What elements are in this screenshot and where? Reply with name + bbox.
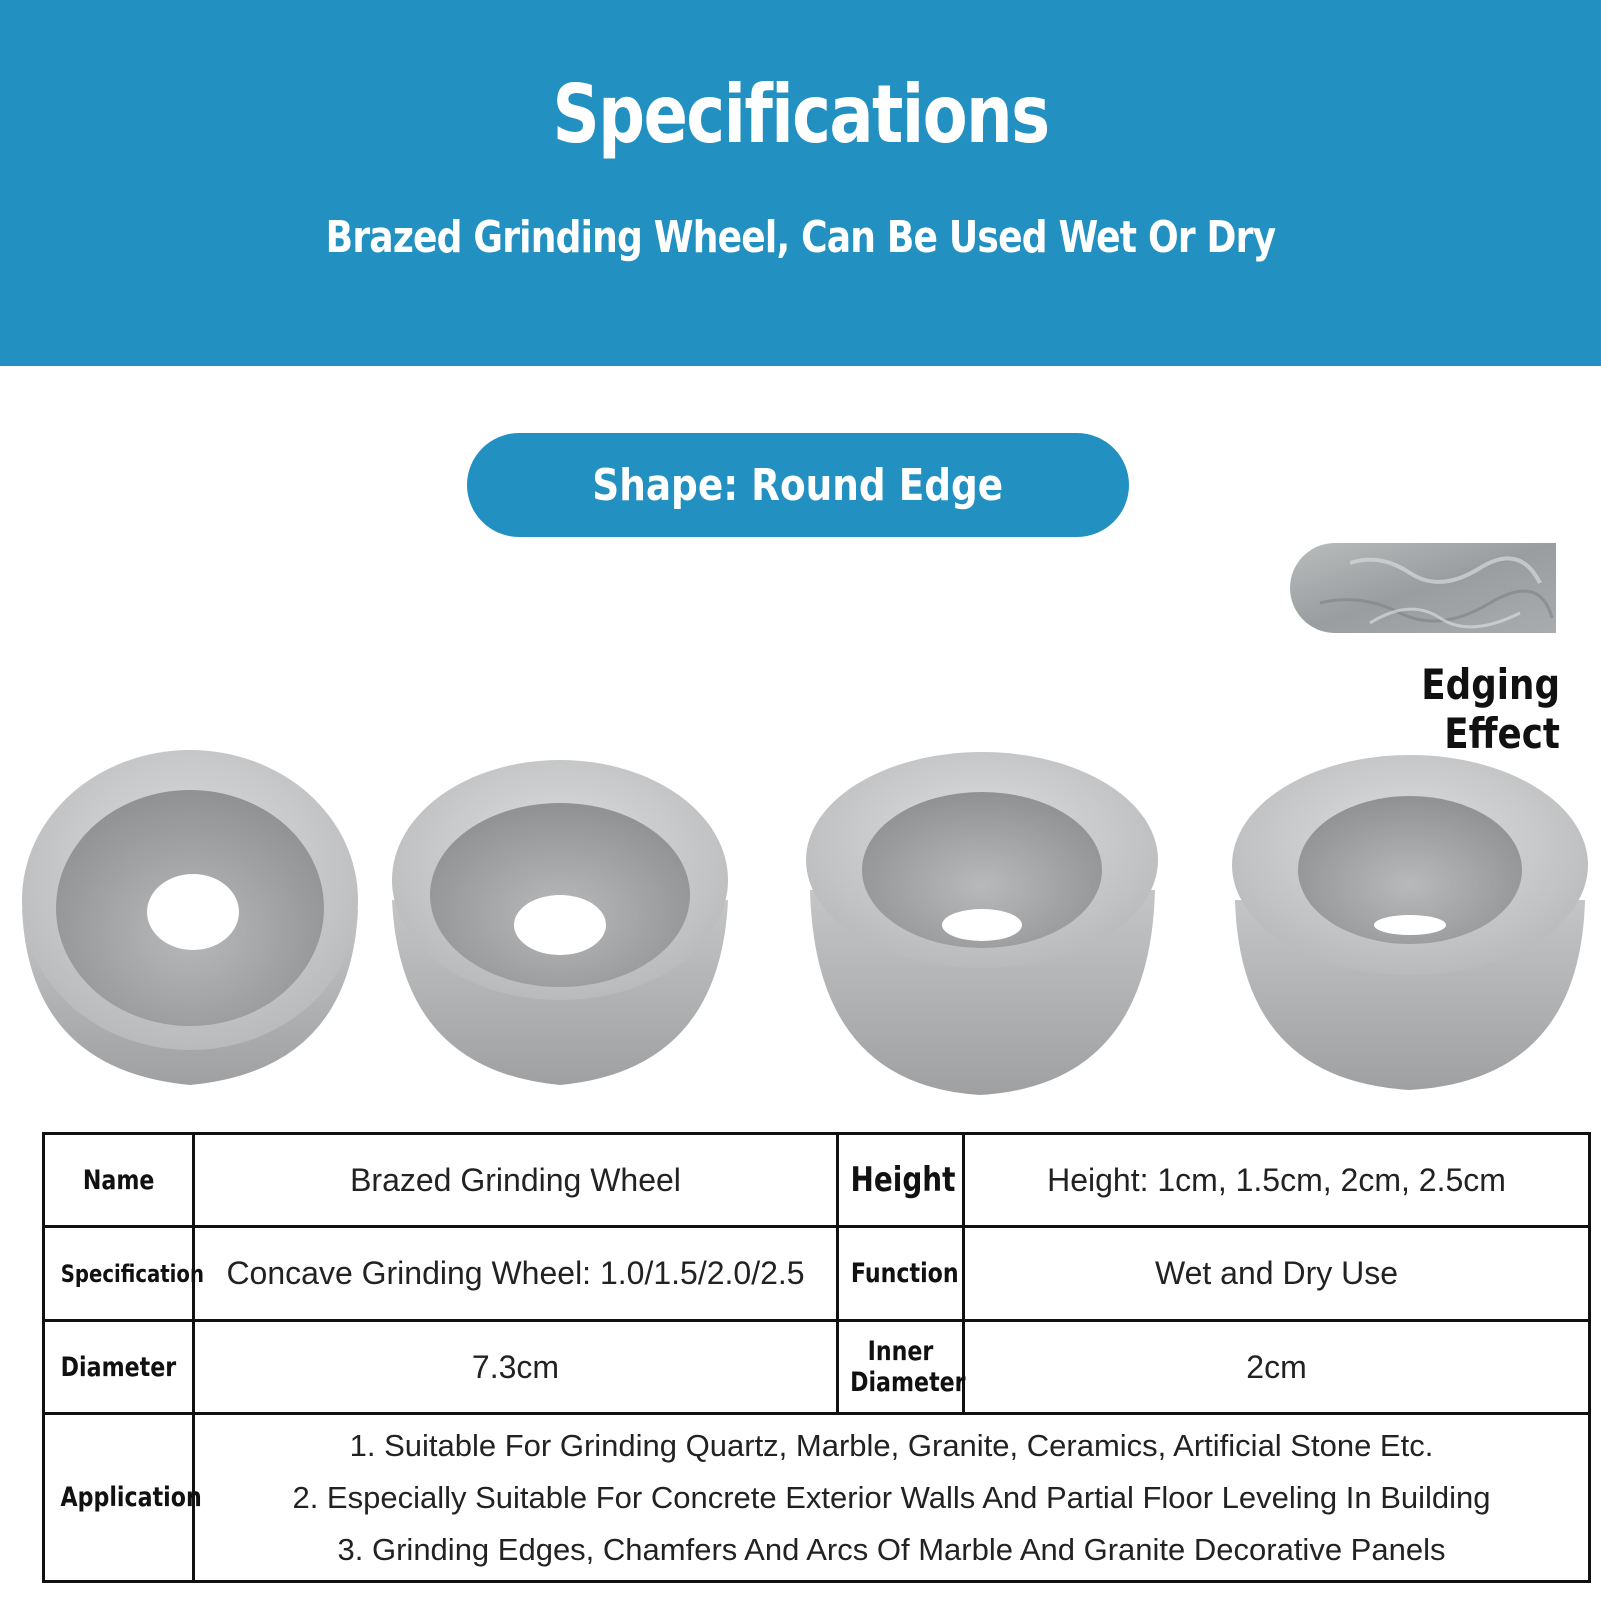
header-banner — [0, 0, 1601, 366]
wheels-product-image — [0, 740, 1601, 1100]
label-specification: Specification — [44, 1227, 194, 1321]
value-name: Brazed Grinding Wheel — [194, 1134, 838, 1227]
label-height: Height — [838, 1134, 964, 1227]
value-diameter: 7.3cm — [194, 1321, 838, 1414]
edging-effect-sample-image — [1290, 543, 1556, 633]
shape-badge-label: Shape: Round Edge — [592, 459, 1004, 511]
list-item: 3. Grinding Edges, Chamfers And Arcs Of Marble And Granite Decorative Panels — [337, 1531, 1446, 1567]
edging-effect-label: Edging Effect — [1421, 660, 1560, 758]
table-row — [44, 1134, 1590, 1227]
table-row — [44, 1321, 1590, 1414]
label-name: Name — [44, 1134, 194, 1227]
wheel-2 — [392, 760, 728, 1085]
value-specification: Concave Grinding Wheel: 1.0/1.5/2.0/2.5 — [194, 1227, 838, 1321]
table-row — [44, 1414, 1590, 1582]
label-inner-diameter: Inner Diameter — [838, 1321, 964, 1414]
page-subtitle: Brazed Grinding Wheel, Can Be Used Wet Or Dry — [325, 212, 1276, 263]
wheel-4 — [1232, 755, 1588, 1090]
application-list — [194, 1414, 1590, 1582]
shape-badge — [467, 433, 1129, 537]
label-function: Function — [838, 1227, 964, 1321]
list-item: 2. Especially Suitable For Concrete Exterior Walls And Partial Floor Leveling In Building — [292, 1479, 1491, 1515]
value-height: Height: 1cm, 1.5cm, 2cm, 2.5cm — [964, 1134, 1590, 1227]
value-inner-diameter: 2cm — [964, 1321, 1590, 1414]
page-title: Specifications — [552, 68, 1049, 161]
value-function: Wet and Dry Use — [964, 1227, 1590, 1321]
wheel-3 — [806, 752, 1158, 1095]
label-application: Application — [44, 1414, 194, 1582]
table-row — [44, 1227, 1590, 1321]
wheel-1 — [22, 750, 358, 1085]
list-item: 1. Suitable For Grinding Quartz, Marble, Granite, Ceramics, Artificial Stone Etc. — [349, 1427, 1434, 1463]
label-diameter: Diameter — [44, 1321, 194, 1414]
spec-table — [42, 1132, 1591, 1583]
